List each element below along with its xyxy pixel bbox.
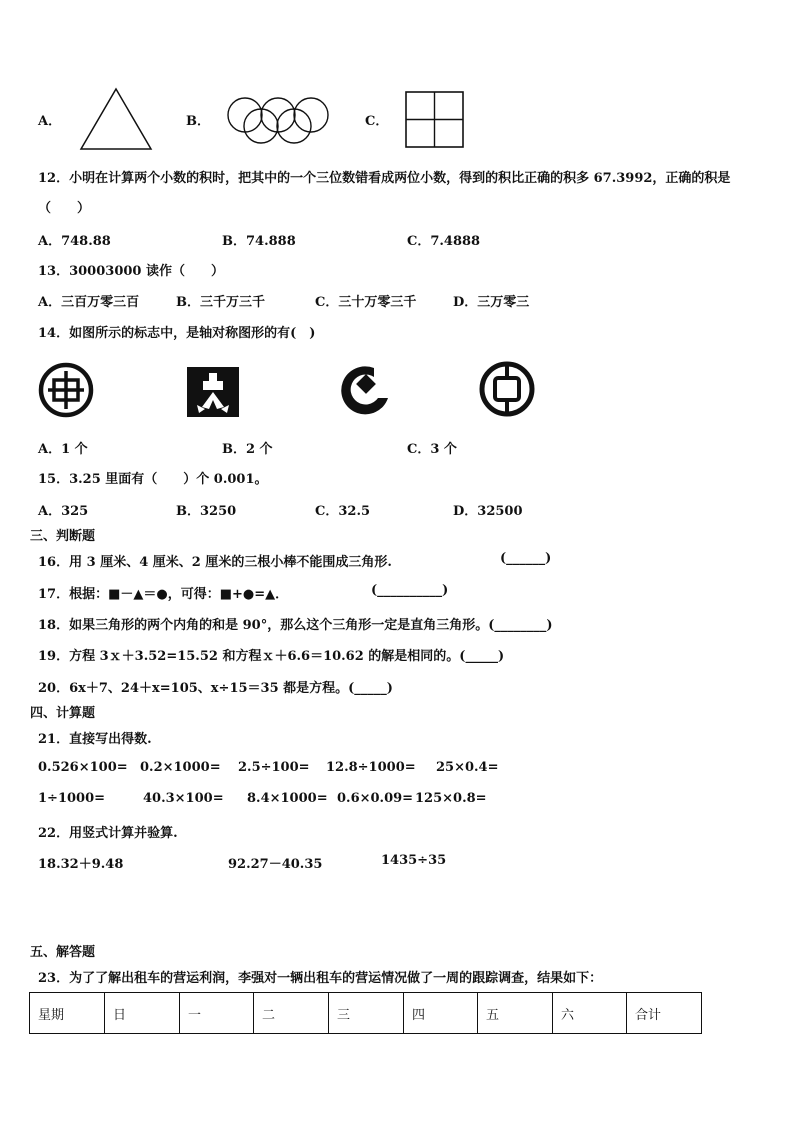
q23-text: 23．为了了解出租车的营运利润，李强对一辆出租车的营运情况做了一周的跟踪调查，结果如下： [38,971,603,986]
calc-item: 0.2×1000= [140,760,221,775]
table-cell: 星期 [30,993,105,1034]
calc-item: 1÷1000= [38,791,106,806]
section-judgement-heading: 三、判断题 [30,529,96,544]
q16-text: 16．用 3 厘米、4 厘米、2 厘米的三根小棒不能围成三角形. [38,555,392,570]
vertical-calc-item: 1435÷35 [381,853,447,868]
q15-option-b: B．3250 [176,504,237,519]
logo-boc-swirl-icon [334,360,396,418]
logo-bank-of-china-icon [476,360,538,418]
triangle-figure [78,86,154,152]
q12-answer-paren: （ ） [38,201,91,216]
calc-item: 0.526×100= [38,760,128,775]
q22-text: 22．用竖式计算并验算. [38,826,178,841]
section-solution-heading: 五、解答题 [30,945,96,960]
calc-item: 2.5÷100= [238,760,310,775]
table-cell: 合计 [627,993,702,1034]
calc-item: 40.3×100= [143,791,224,806]
calc-item: 125×0.8= [415,791,487,806]
olympic-rings-figure [225,97,331,145]
calc-item: 12.8÷1000= [326,760,416,775]
table-cell: 二 [254,993,329,1034]
q11-option-a-label: A． [38,114,62,129]
q12-option-c: C．7.4888 [407,234,481,249]
q13-option-b: B．三千万三千 [176,295,265,310]
q21-text: 21．直接写出得数. [38,732,152,747]
q15-option-c: C．32.5 [315,504,371,519]
q13-text: 13．30003000 读作（ ） [38,264,224,279]
q18-text: 18．如果三角形的两个内角的和是 90°，那么这个三角形一定是直角三角形。(________) [38,618,553,633]
weekly-stats-table [29,992,702,1034]
table-header-row [30,993,702,1034]
q15-option-a: A．325 [38,504,89,519]
q16-answer-blank: (______) [500,551,552,566]
q17-text: 17．根据：■－▲＝●，可得：■+●=▲． [38,587,289,602]
q13-option-c: C．三十万零三千 [315,295,417,310]
calc-item: 0.6×0.09= [337,791,414,806]
q13-option-a: A．三百万零三百 [38,295,140,310]
table-cell: 一 [180,993,254,1034]
section-calculation-heading: 四、计算题 [30,706,96,721]
q14-text: 14．如图所示的标志中，是轴对称图形的有( ) [38,326,316,341]
q11-option-b-label: B． [186,114,210,129]
table-cell: 日 [105,993,180,1034]
q12-option-a: A．748.88 [38,234,111,249]
q14-option-a: A．1 个 [38,442,88,457]
calc-item: 8.4×1000= [247,791,328,806]
q12-text: 12．小明在计算两个小数的积时，把其中的一个三位数错看成两位小数，得到的积比正确的积多 67.3992，正确的积是 [38,171,731,186]
table-cell: 五 [478,993,553,1034]
vertical-calc-item: 18.32＋9.48 [38,857,124,872]
logo-ccb-icon [185,365,241,419]
q14-option-b: B．2 个 [222,442,273,457]
vertical-calc-item: 92.27－40.35 [228,857,323,872]
q12-option-b: B．74.888 [222,234,296,249]
q20-text: 20．6x＋7、24＋x=105、x÷15＝35 都是方程。(_____) [38,681,393,696]
q15-option-d: D．32500 [453,504,523,519]
q13-option-d: D．三万零三 [453,295,530,310]
table-cell: 四 [404,993,478,1034]
calc-item: 25×0.4= [436,760,499,775]
logo-icbc-icon [36,362,96,418]
q17-answer-blank: (__________) [371,583,449,598]
q14-option-c: C．3 个 [407,442,457,457]
table-cell: 三 [329,993,404,1034]
table-cell: 六 [553,993,627,1034]
four-square-figure [405,91,465,149]
q15-text: 15．3.25 里面有（ ）个 0.001。 [38,472,268,487]
q11-option-c-label: C． [365,114,389,129]
q19-text: 19．方程 3ｘ＋3.52=15.52 和方程ｘ＋6.6＝10.62 的解是相同的。(_____) [38,649,505,664]
